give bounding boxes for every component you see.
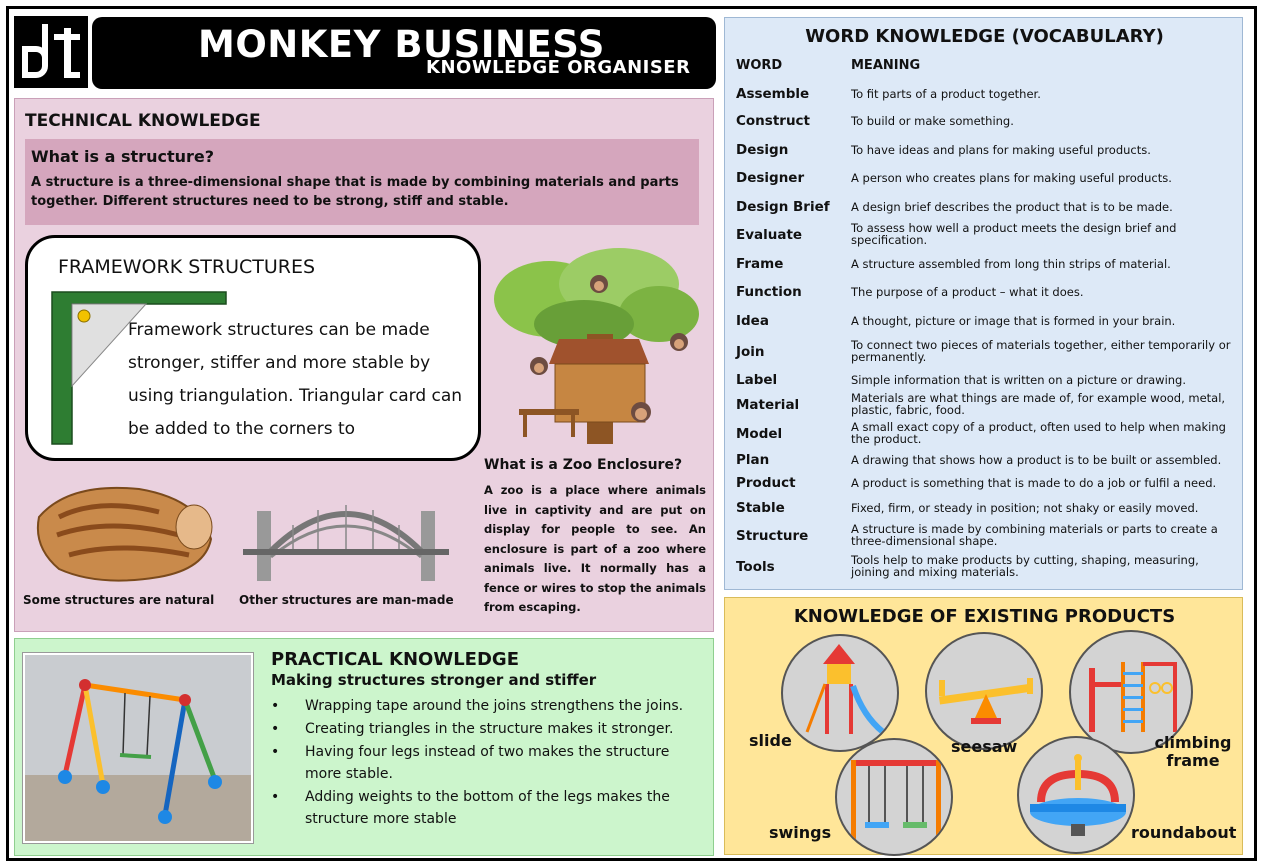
framework-title: FRAMEWORK STRUCTURES — [58, 256, 316, 278]
vocab-word: Join — [736, 344, 765, 360]
seesaw-label: seesaw — [951, 737, 1018, 756]
list-item: • Creating triangles in the structure makes it stronger. — [271, 718, 701, 740]
practical-title: PRACTICAL KNOWLEDGE — [271, 649, 519, 670]
vocab-word: Evaluate — [736, 227, 803, 243]
climbing-frame-label: climbing frame — [1154, 733, 1232, 770]
vocabulary-panel — [724, 17, 1243, 590]
straw-swing-model-icon — [25, 655, 253, 843]
word-column-header: WORD — [736, 58, 783, 73]
vocab-word: Tools — [736, 559, 775, 575]
vocab-meaning: A structure is made by combining materials or parts to create a three-dimensional shape. — [851, 522, 1218, 548]
page-title: MONKEY BUSINESS — [198, 23, 605, 66]
vocab-word: Model — [736, 426, 783, 442]
vocab-word: Structure — [736, 528, 809, 544]
list-item: • Wrapping tape around the joins strengthens the joins. — [271, 695, 701, 717]
practical-points — [271, 695, 701, 831]
treehouse-monkeys-image — [489, 244, 705, 444]
vocab-meaning: Fixed, firm, or steady in position; not shaky or easily moved. — [851, 501, 1199, 515]
straw-swing-model-photo — [23, 653, 253, 843]
vocab-meaning: Materials are what things are made of, for example wood, metal, plastic, fabric, food. — [851, 391, 1226, 417]
vocab-meaning: A drawing that shows how a product is to be built or assembled. — [851, 453, 1222, 467]
vocab-meaning: To connect two pieces of materials together, either temporarily or permanently. — [851, 338, 1231, 364]
vocab-meaning: To fit parts of a product together. — [851, 87, 1041, 101]
vocab-word: Design — [736, 142, 789, 158]
dt-logo — [14, 16, 88, 88]
vocab-word: Plan — [736, 452, 770, 468]
swings-icon — [837, 740, 953, 856]
roundabout-circle — [1017, 736, 1135, 854]
vocab-meaning: A thought, picture or image that is formed in your brain. — [851, 314, 1176, 328]
slide-label: slide — [749, 731, 792, 750]
vocab-word: Assemble — [736, 86, 810, 102]
vocab-meaning: Simple information that is written on a picture or drawing. — [851, 373, 1187, 387]
meaning-column-header: MEANING — [851, 58, 921, 73]
vocab-meaning: To have ideas and plans for making useful products. — [851, 143, 1151, 157]
vocab-word: Function — [736, 284, 802, 300]
practical-knowledge-panel — [14, 638, 714, 856]
vocab-word: Designer — [736, 170, 805, 186]
vocab-meaning: The purpose of a product – what it does. — [851, 285, 1084, 299]
shell-image — [29, 477, 225, 589]
framework-text: Framework structures can be made stronger, stiffer and more stable by using triangulation. Triangular card can be added to the corners to — [128, 320, 463, 439]
seesaw-circle — [925, 632, 1043, 750]
technical-knowledge-panel — [14, 98, 714, 632]
natural-caption: Some structures are natural — [23, 593, 215, 607]
bridge-image — [243, 485, 449, 581]
vocab-word: Material — [736, 397, 800, 413]
roundabout-label: roundabout — [1131, 823, 1237, 842]
vocab-word: Construct — [736, 113, 811, 129]
slide-circle — [781, 634, 899, 752]
vocab-meaning: A product is something that is made to do a job or fulfil a need. — [851, 476, 1217, 490]
existing-products-panel — [724, 597, 1243, 855]
vocabulary-title: WORD KNOWLEDGE (VOCABULARY) — [805, 26, 1164, 47]
practical-subtitle: Making structures stronger and stiffer — [271, 671, 597, 689]
vocab-word: Label — [736, 372, 778, 388]
seesaw-icon — [927, 634, 1043, 750]
dt-logo-icon — [14, 16, 88, 88]
title-banner — [92, 17, 716, 89]
structure-answer: A structure is a three-dimensional shape that is made by combining materials and parts together. Different structures need to be strong, stiff and stable. — [31, 175, 679, 209]
vocab-meaning: A person who creates plans for making useful products. — [851, 171, 1172, 185]
vocab-meaning: A small exact copy of a product, often used to help when making the product. — [851, 420, 1226, 446]
vocab-meaning: A structure assembled from long thin strips of material. — [851, 257, 1171, 271]
swings-label: swings — [769, 823, 832, 842]
vocab-word: Frame — [736, 256, 784, 272]
page-subtitle: KNOWLEDGE ORGANISER — [426, 57, 691, 78]
zoo-question: What is a Zoo Enclosure? — [484, 457, 683, 473]
vocab-word: Product — [736, 475, 796, 491]
vocab-word: Stable — [736, 500, 785, 516]
technical-title: TECHNICAL KNOWLEDGE — [25, 111, 261, 131]
slide-icon — [783, 636, 899, 752]
list-item: • Adding weights to the bottom of the legs makes the structure more stable — [271, 786, 701, 830]
vocab-meaning: To build or make something. — [851, 114, 1014, 128]
vocab-word: Idea — [736, 313, 769, 329]
roundabout-icon — [1019, 738, 1135, 854]
products-title: KNOWLEDGE OF EXISTING PRODUCTS — [793, 606, 1176, 627]
zoo-text: A zoo is a place where animals live in captivity and are put on display for people to see. An enclosure is part of a zoo where animals live. It normally has a fence or wires to stop the animals from escaping. — [484, 483, 706, 614]
vocab-word: Design Brief — [736, 199, 830, 215]
structure-question: What is a structure? — [31, 147, 214, 166]
vocab-meaning: A design brief describes the product that is to be made. — [851, 200, 1173, 214]
manmade-caption: Other structures are man-made — [239, 593, 454, 607]
list-item: • Having four legs instead of two makes the structure more stable. — [271, 741, 701, 785]
swings-circle — [835, 738, 953, 856]
structure-definition-box — [25, 139, 699, 225]
vocab-meaning: Tools help to make products by cutting, shaping, measuring, joining and mixing materials. — [851, 553, 1199, 579]
vocab-meaning: To assess how well a product meets the design brief and specification. — [851, 221, 1177, 247]
framework-structures-box — [25, 235, 481, 461]
